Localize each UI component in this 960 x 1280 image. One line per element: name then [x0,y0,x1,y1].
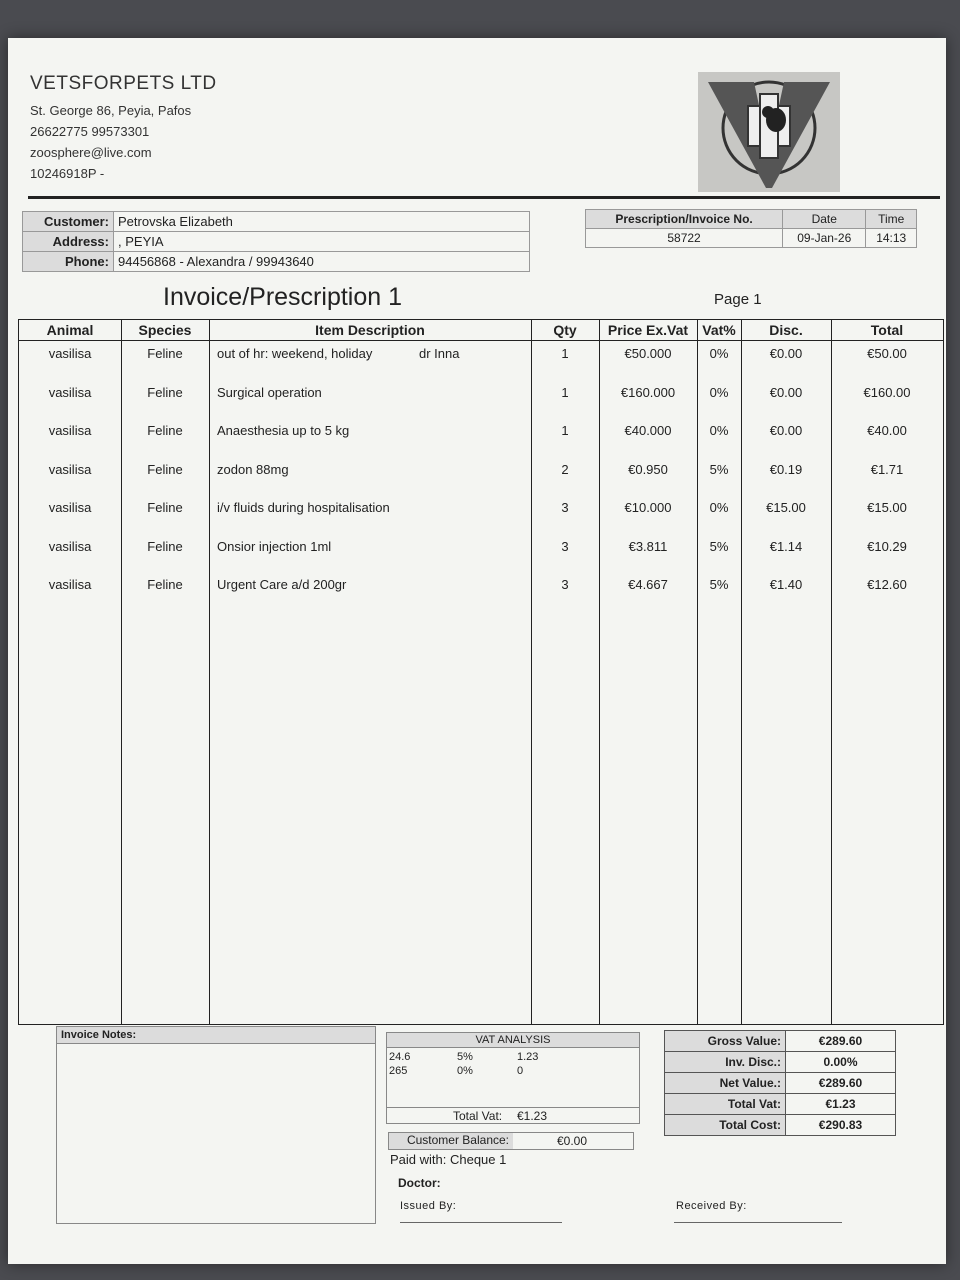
cell-qty: 1 [561,423,569,438]
address-label: Address: [23,232,114,252]
cell-disc: €0.00 [769,384,803,400]
cell-qty: 3 [561,500,569,515]
col-header-total: Total [870,322,904,338]
cell-disc: €1.40 [769,577,803,592]
cell-animal: vasilisa [48,500,92,515]
cell-item: i/v fluids during hospitalisation [217,500,390,515]
vat-amount: 0 [517,1065,524,1077]
cell-item: Surgical operation [217,384,322,400]
col-header-species: Species [138,322,192,338]
cell-animal: vasilisa [48,538,92,554]
vat-base: 265 [389,1065,408,1077]
col-header-qty: Qty [553,322,577,338]
cell-total: €40.00 [867,423,907,438]
cell-qty: 2 [561,461,569,477]
invoice-notes-label: Invoice Notes: [57,1027,375,1044]
cell-price: €160.000 [620,384,676,400]
total-cost: €290.83 [786,1115,896,1136]
vat-analysis-box [386,1032,640,1124]
total-vat-label: Total Vat: [665,1094,786,1115]
col-header-vat: Vat% [702,322,736,338]
cell-total: €10.29 [867,538,907,554]
gross-value: €289.60 [786,1031,896,1052]
invoice-paper [8,38,946,1264]
customer-balance-box [388,1132,634,1150]
items-table [18,319,944,1025]
invoice-time: 14:13 [866,229,917,248]
cell-vat: 0% [709,384,729,400]
cell-vat: 5% [709,577,729,592]
cell-price: €10.000 [624,500,672,515]
vat-amount: 1.23 [517,1051,539,1063]
document-title: Invoice/Prescription 1 [163,283,403,311]
cell-disc: €0.00 [769,423,803,438]
cell-vat: 5% [709,538,729,554]
company-block [30,73,217,187]
date-label: Date [783,210,866,229]
customer-name: Petrovska Elizabeth [114,212,530,232]
issued-by-label: Issued By: [400,1200,457,1212]
page-number: Page 1 [714,291,762,308]
cell-vat: 0% [709,423,729,438]
cell-disc: €0.19 [769,461,803,477]
cell-price: €40.000 [624,423,672,438]
col-header-item: Item Description [315,322,425,338]
cell-item: zodon 88mg [217,461,289,477]
customer-phone: 94456868 - Alexandra / 99943640 [114,252,530,272]
col-header-animal: Animal [46,322,94,338]
vet-logo-icon [698,72,840,192]
cell-species: Feline [147,384,183,400]
cell-species: Feline [147,423,183,438]
company-logo [698,72,840,192]
net-value: €289.60 [786,1073,896,1094]
cell-total: €1.71 [870,461,904,477]
invoice-notes-box [56,1026,376,1224]
cell-qty: 1 [561,384,569,400]
cell-qty: 1 [561,346,569,361]
company-vat-number: 10246918P - [30,166,105,181]
invoice-discount: 0.00% [786,1052,896,1073]
cell-price: €0.950 [628,461,668,477]
cell-total: €50.00 [867,346,907,361]
cell-species: Feline [147,461,183,477]
cell-animal: vasilisa [48,346,92,361]
invoice-number-label: Prescription/Invoice No. [586,210,783,229]
received-signature-line [674,1222,842,1223]
gross-value-label: Gross Value: [665,1031,786,1052]
customer-label: Customer: [23,212,114,232]
cell-price: €4.667 [628,577,668,592]
received-by-label: Received By: [676,1200,747,1212]
customer-address: , PEYIA [114,232,530,252]
cell-item: Anaesthesia up to 5 kg [217,423,350,438]
vat-analysis-title: VAT ANALYSIS [387,1033,639,1048]
cell-disc: €1.14 [769,538,803,554]
customer-balance-value: €0.00 [557,1134,588,1148]
time-label: Time [866,210,917,229]
cell-extra: dr Inna [419,346,460,361]
total-vat: €1.23 [786,1094,896,1115]
cell-total: €160.00 [863,384,911,400]
header-divider [28,196,940,199]
cell-vat: 5% [709,461,729,477]
cell-total: €15.00 [867,500,907,515]
vat-total-row [387,1107,639,1124]
company-email: zoosphere@live.com [30,145,152,160]
issued-signature-line [400,1222,562,1223]
cell-qty: 3 [561,538,569,554]
cell-animal: vasilisa [48,384,92,400]
col-header-disc: Disc. [769,322,803,338]
vat-total-label: Total Vat: [453,1109,503,1123]
customer-table [22,211,530,272]
vat-base: 24.6 [389,1051,411,1063]
vat-rate: 0% [457,1065,473,1077]
cell-species: Feline [147,577,183,592]
cell-price: €3.811 [628,538,668,554]
invoice-date: 09-Jan-26 [783,229,866,248]
cell-item: Urgent Care a/d 200gr [217,577,347,592]
company-address: St. George 86, Peyia, Pafos [30,103,192,118]
cell-price: €50.000 [624,346,672,361]
company-name: VETSFORPETS LTD [30,73,217,94]
cell-item: out of hr: weekend, holiday [217,346,373,361]
cell-animal: vasilisa [48,577,92,592]
doctor-label: Doctor: [398,1176,441,1190]
company-phones: 26622775 99573301 [30,124,150,139]
cell-species: Feline [147,538,183,554]
paid-with: Paid with: Cheque 1 [390,1152,507,1167]
net-value-label: Net Value.: [665,1073,786,1094]
cell-species: Feline [147,500,183,515]
cell-vat: 0% [709,346,729,361]
customer-balance-label: Customer Balance: [389,1133,513,1149]
phone-label: Phone: [23,252,114,272]
invoice-number: 58722 [586,229,783,248]
cell-animal: vasilisa [48,423,92,438]
col-header-price: Price Ex.Vat [607,322,689,338]
cell-species: Feline [147,346,183,361]
vat-rate: 5% [457,1051,473,1063]
total-cost-label: Total Cost: [665,1115,786,1136]
cell-qty: 3 [561,577,569,592]
invoice-discount-label: Inv. Disc.: [665,1052,786,1073]
cell-vat: 0% [709,500,729,515]
cell-animal: vasilisa [48,461,92,477]
cell-disc: €15.00 [766,500,806,515]
invoice-info-table [585,209,917,248]
cell-disc: €0.00 [769,346,803,361]
column-divider [209,320,210,1024]
cell-total: €12.60 [867,577,907,592]
vat-total-value: €1.23 [517,1109,548,1123]
cell-item: Onsior injection 1ml [217,538,332,554]
totals-table [664,1030,896,1136]
